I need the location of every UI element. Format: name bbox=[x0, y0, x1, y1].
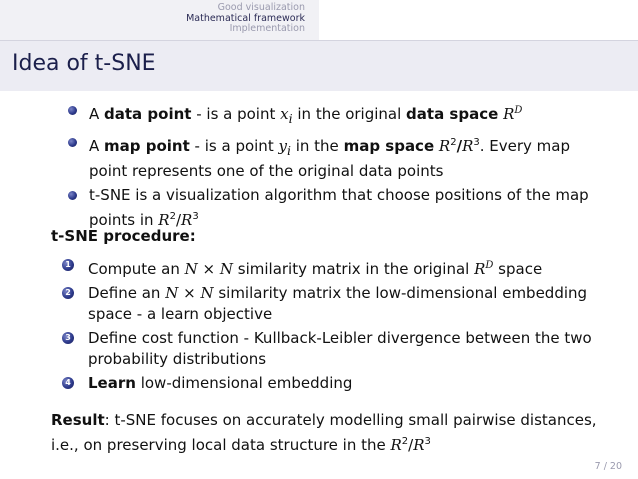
bullet-data-point: A data point - is a point $x_i$ in the original data space $R^D$ bbox=[68, 100, 608, 129]
bullet-map-point: A map point - is a point $y_i$ in the map space $R^2/R^3$. Every map point represents one of the original data points bbox=[68, 132, 608, 182]
bullet-list bbox=[68, 100, 608, 234]
procedure-steps bbox=[62, 255, 602, 397]
section-navigation bbox=[0, 0, 319, 40]
procedure-heading: t-SNE procedure: bbox=[51, 227, 196, 245]
step-number-badge: 2 bbox=[62, 287, 74, 299]
step-number-badge: 4 bbox=[62, 377, 74, 389]
step-number-badge: 1 bbox=[62, 259, 74, 271]
procedure-step: 4 Learn low-dimensional embedding bbox=[62, 373, 602, 394]
nav-item-good-visualization[interactable]: Good visualization bbox=[217, 2, 305, 13]
bullet-dot-icon bbox=[68, 191, 77, 200]
procedure-step: 1 Compute an N × N similarity matrix in the original $R^D$ space bbox=[62, 255, 602, 280]
bullet-tsne-definition: t-SNE is a visualization algorithm that choose positions of the map points in $R^2/R^3$ bbox=[68, 185, 608, 231]
bullet-dot-icon bbox=[68, 106, 77, 115]
nav-item-mathematical-framework[interactable]: Mathematical framework bbox=[186, 12, 305, 24]
result-paragraph: Result: t-SNE focuses on accurately modelling small pairwise distances, i.e., on preserving local data structure in the $R^2/R^3$ bbox=[51, 411, 597, 454]
slide-header bbox=[0, 0, 638, 40]
procedure-step: 2 Define an N × N similarity matrix the low-dimensional embedding space - a learn objective bbox=[62, 283, 602, 325]
nav-item-implementation[interactable]: Implementation bbox=[229, 23, 305, 34]
title-bar bbox=[0, 40, 638, 91]
bullet-dot-icon bbox=[68, 138, 77, 147]
step-number-badge: 3 bbox=[62, 332, 74, 344]
slide-title: Idea of t-SNE bbox=[12, 51, 156, 76]
procedure-step: 3 Define cost function - Kullback-Leibler divergence between the two probability distributions bbox=[62, 328, 602, 370]
page-number: 7 / 20 bbox=[594, 461, 622, 472]
